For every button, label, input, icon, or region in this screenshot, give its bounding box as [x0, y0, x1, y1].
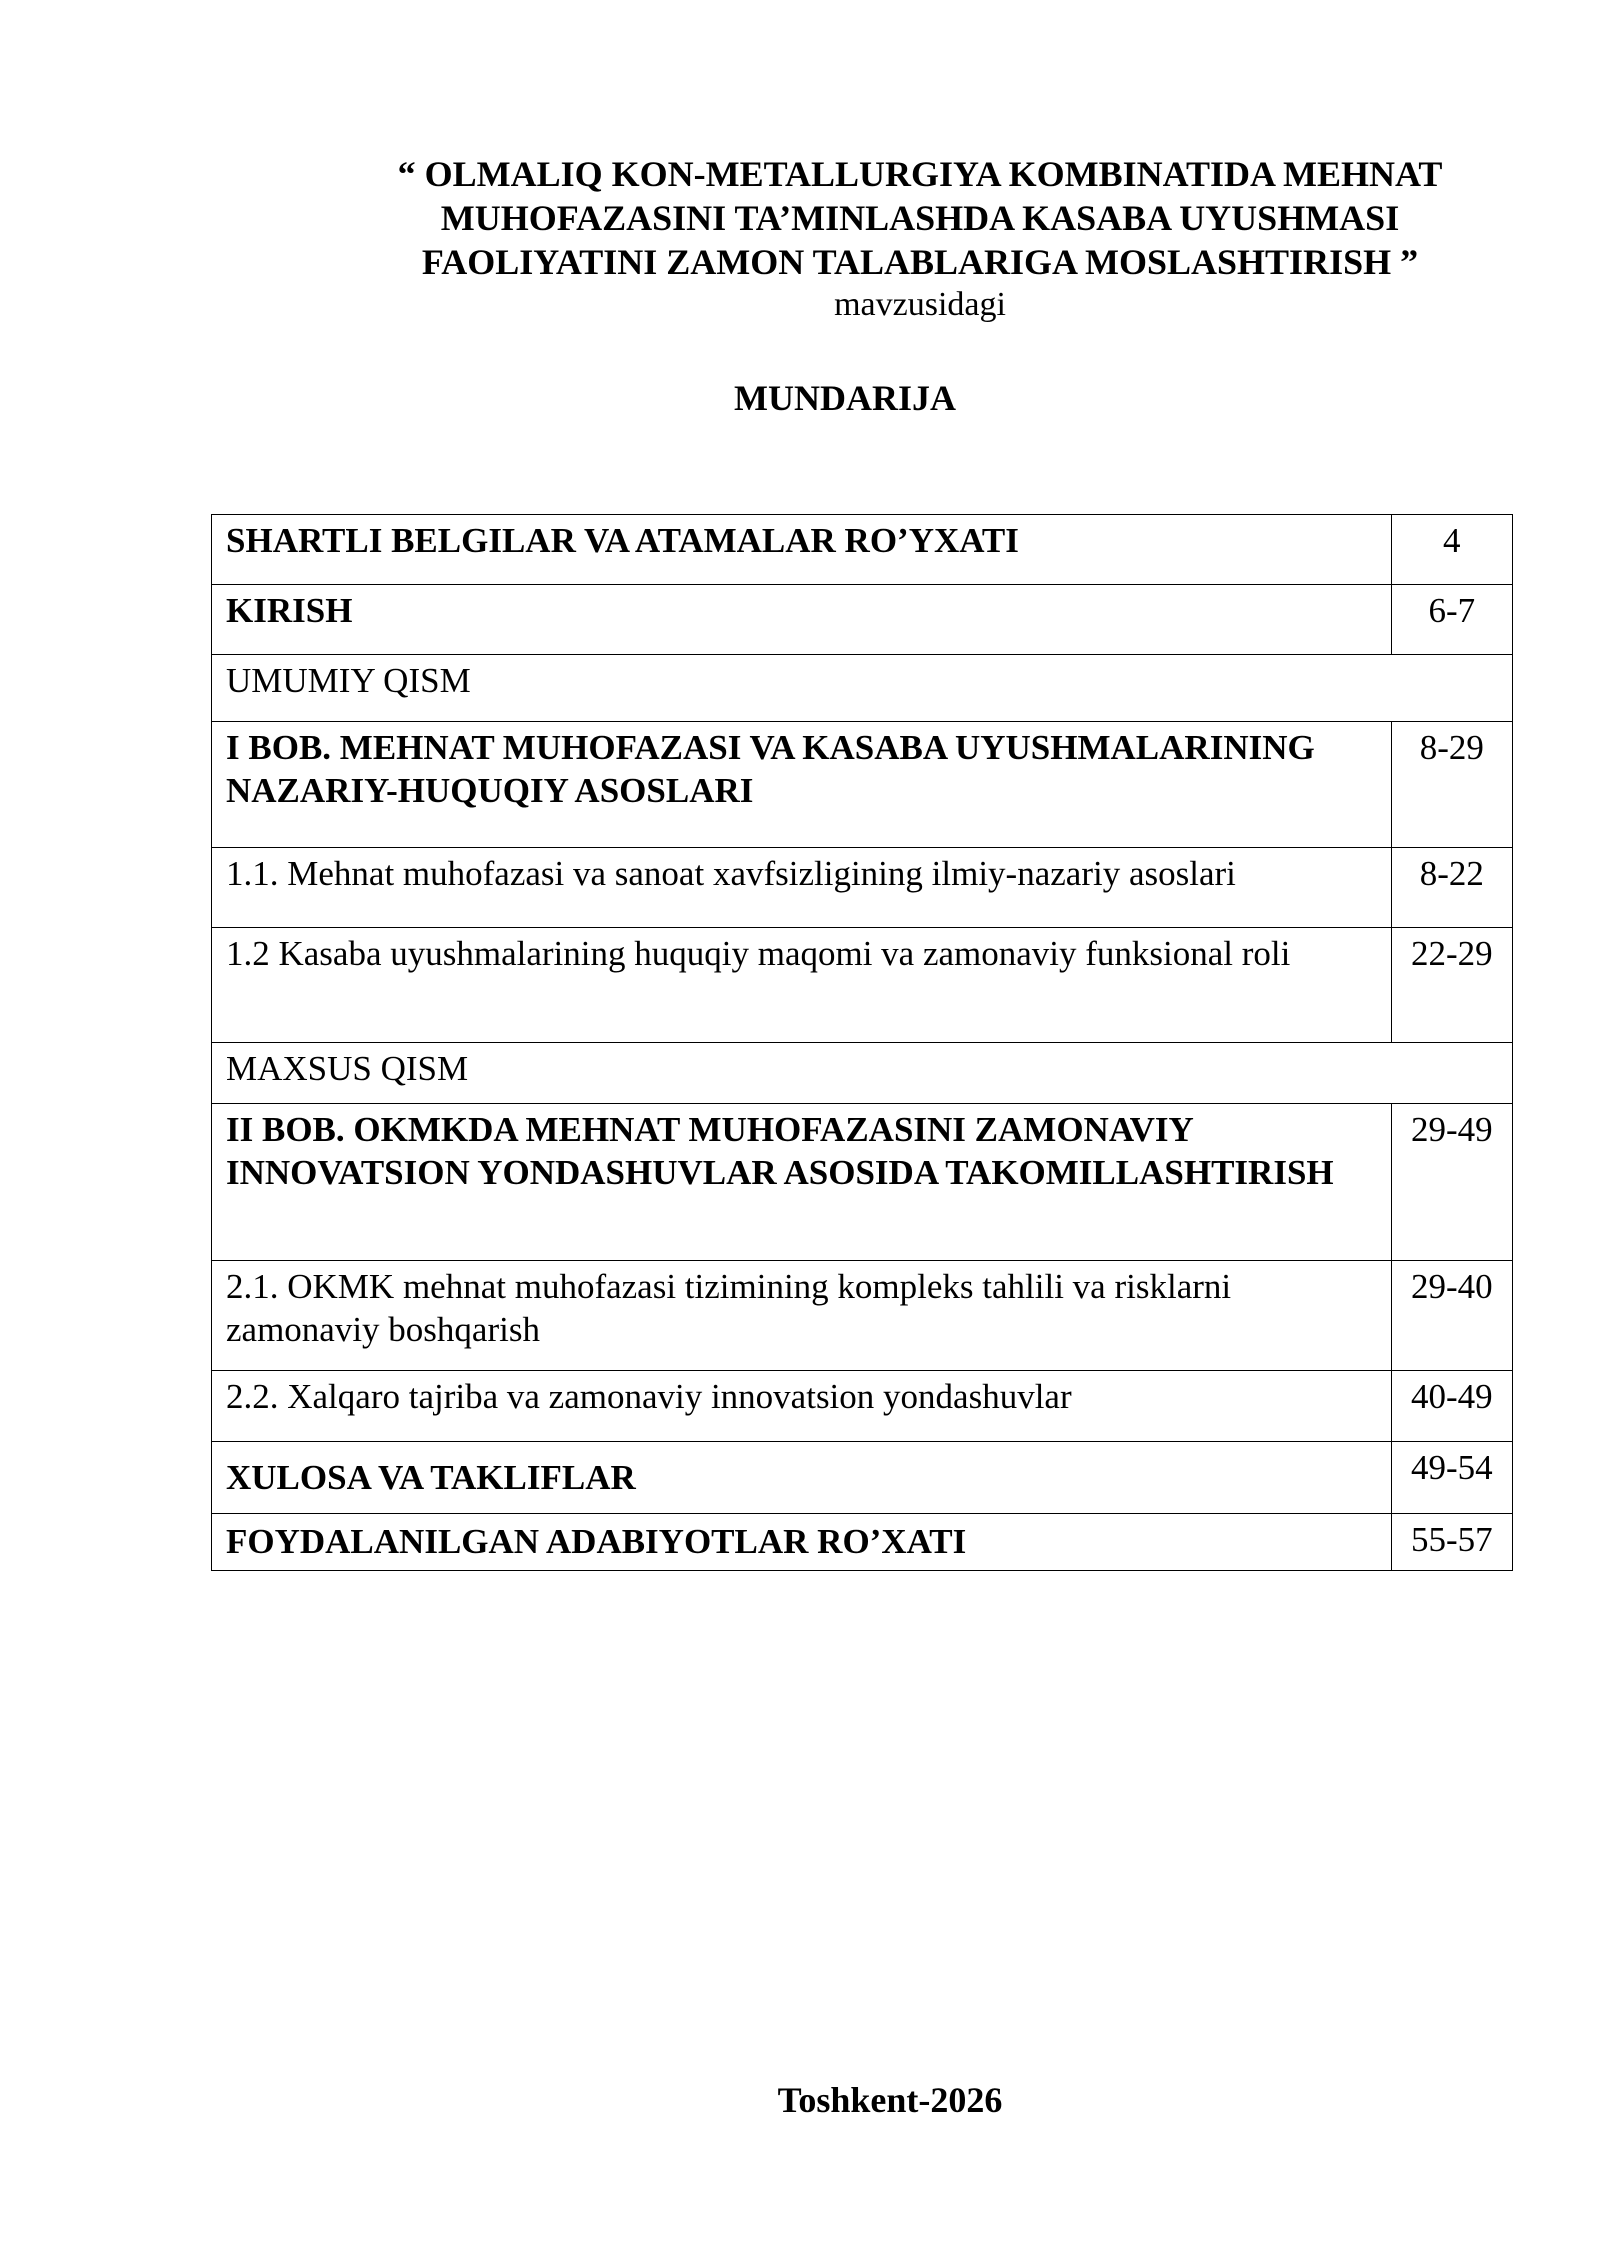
document-title: [290, 152, 1550, 326]
toc-entry-title: FOYDALANILGAN ADABIYOTLAR RO’XATI: [212, 1514, 1392, 1571]
toc-entry-pages: 55-57: [1391, 1514, 1512, 1571]
toc-entry-title: XULOSA VA TAKLIFLAR: [212, 1442, 1392, 1514]
toc-row: [212, 585, 1513, 655]
toc-row: [212, 1514, 1513, 1571]
toc-row: [212, 928, 1513, 1043]
toc-entry-title: KIRISH: [212, 585, 1392, 655]
toc-row: [212, 1261, 1513, 1371]
toc-entry-pages: 8-22: [1391, 848, 1512, 928]
toc-section-row: [212, 1043, 1513, 1104]
toc-row: [212, 1442, 1513, 1514]
toc-entry-pages: 29-40: [1391, 1261, 1512, 1371]
toc-entry-pages: 49-54: [1391, 1442, 1512, 1514]
toc-section-title: MAXSUS QISM: [212, 1043, 1513, 1104]
toc-row: [212, 722, 1513, 848]
document-subtitle: mavzusidagi: [834, 286, 1006, 323]
toc-entry-pages: 8-29: [1391, 722, 1512, 848]
toc-entry-title: 2.2. Xalqaro tajriba va zamonaviy innovatsion yondashuvlar: [212, 1371, 1392, 1442]
toc-entry-pages: 29-49: [1391, 1104, 1512, 1261]
toc-row: [212, 1104, 1513, 1261]
toc-entry-pages: 40-49: [1391, 1371, 1512, 1442]
toc-section-title: UMUMIY QISM: [212, 655, 1513, 722]
title-line-3: FAOLIYATINI ZAMON TALABLARIGA MOSLASHTIRISH ”: [421, 242, 1419, 282]
table-of-contents: [211, 514, 1513, 1571]
toc-heading: MUNDARIJA: [734, 378, 956, 418]
toc-entry-title: 1.1. Mehnat muhofazasi va sanoat xavfsizligining ilmiy-nazariy asoslari: [212, 848, 1392, 928]
title-line-1: “ OLMALIQ KON-METALLURGIYA KOMBINATIDA MEHNAT: [397, 154, 1443, 194]
toc-entry-title: I BOB. MEHNAT MUHOFAZASI VA KASABA UYUSHMALARINING NAZARIY-HUQUQIY ASOSLARI: [212, 722, 1392, 848]
toc-entry-pages: 22-29: [1391, 928, 1512, 1043]
footer-place-year: Toshkent-2026: [777, 2080, 1003, 2120]
toc-row: [212, 515, 1513, 585]
toc-entry-title: 1.2 Kasaba uyushmalarining huquqiy maqomi va zamonaviy funksional roli: [212, 928, 1392, 1043]
toc-entry-title: 2.1. OKMK mehnat muhofazasi tizimining kompleks tahlili va risklarni zamonaviy boshqarish: [212, 1261, 1392, 1371]
toc-entry-pages: 6-7: [1391, 585, 1512, 655]
toc-entry-pages: 4: [1391, 515, 1512, 585]
toc-entry-title: SHARTLI BELGILAR VA ATAMALAR RO’YXATI: [212, 515, 1392, 585]
toc-row: [212, 1371, 1513, 1442]
title-line-2: MUHOFAZASINI TA’MINLASHDA KASABA UYUSHMASI: [440, 198, 1400, 238]
toc-section-row: [212, 655, 1513, 722]
toc-row: [212, 848, 1513, 928]
toc-entry-title: II BOB. OKMKDA MEHNAT MUHOFAZASINI ZAMONAVIY INNOVATSION YONDASHUVLAR ASOSIDA TAKOMILLASHTIRISH: [212, 1104, 1392, 1261]
